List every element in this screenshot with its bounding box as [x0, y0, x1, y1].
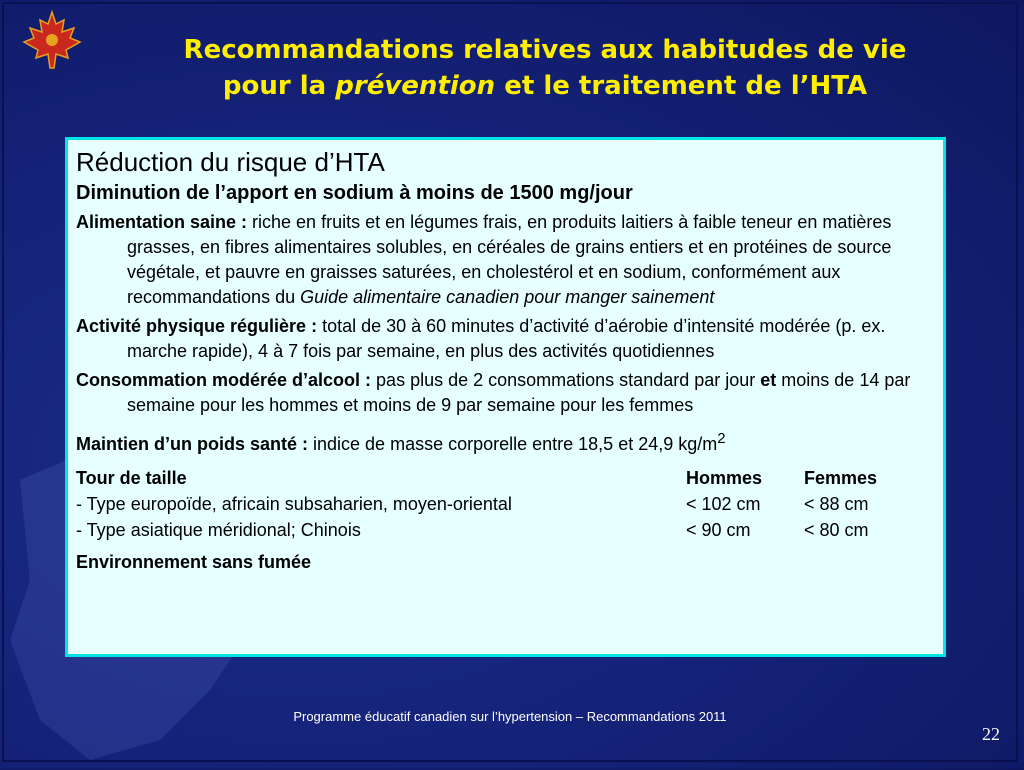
alcool-text1: pas plus de 2 consommations standard par jour: [376, 370, 761, 390]
table-row: [76, 491, 935, 517]
row-hommes: < 90 cm: [686, 520, 751, 540]
poids-label: Maintien d’un poids santé :: [76, 434, 314, 454]
alcool-text2: moins de 14 par semaine pour les hommes et moins de 9 par semaine pour les femmes: [127, 370, 911, 415]
page-number: 22: [982, 724, 1000, 744]
col-hommes-header: Hommes: [686, 468, 763, 488]
row-hommes: < 102 cm: [686, 494, 761, 514]
alcool-paragraph: [76, 368, 935, 418]
alimentation-text: riche en fruits et en légumes frais, en produits laitiers à faible teneur en matières grasses, en fibres alimentaires solubles, en céréales de grains entiers et en protéines de source végétale, et pauvre en graisses saturées, en cholestérol et en sodium, conformément aux recommandations du: [127, 212, 892, 307]
row-label: - Type europoïde, africain subsaharien, moyen-oriental: [76, 494, 512, 514]
content-subheading: Diminution de l’apport en sodium à moins de 1500 mg/jour: [76, 182, 633, 204]
environnement-line: Environnement sans fumée: [76, 552, 312, 572]
title-line2-italic: prévention: [335, 71, 496, 101]
col-femmes-header: Femmes: [804, 468, 878, 488]
alimentation-italic: Guide alimentaire canadien pour manger sainement: [300, 287, 715, 307]
slide-title: [100, 32, 990, 104]
table-header-row: [76, 465, 935, 491]
table-row: [76, 517, 935, 543]
activite-text: total de 30 à 60 minutes d’activité d’aérobie d’intensité modérée (p. ex. marche rapide), 4 à 7 fois par semaine, en plus des activités quotidiennes: [127, 316, 886, 361]
content-heading: Réduction du risque d’HTA: [76, 147, 385, 177]
poids-sup: 2: [717, 430, 726, 447]
title-line2-before: pour la: [222, 71, 336, 101]
alcool-et: et: [760, 370, 777, 390]
maple-leaf-logo-icon: [20, 8, 84, 72]
tour-de-taille-table: [76, 465, 935, 543]
content-box: [65, 137, 946, 657]
tour-de-taille-header: Tour de taille: [76, 468, 187, 488]
title-line2-after: et le traitement de l’HTA: [495, 71, 868, 101]
poids-text: indice de masse corporelle entre 18,5 et 24,9 kg/m: [313, 434, 718, 454]
row-label: - Type asiatique méridional; Chinois: [76, 520, 361, 540]
poids-paragraph: [76, 426, 935, 457]
title-line1: Recommandations relatives aux habitudes de vie: [183, 35, 907, 65]
footer-text: Programme éducatif canadien sur l’hypertension – Recommandations 2011: [293, 709, 727, 724]
row-femmes: < 80 cm: [804, 520, 869, 540]
activite-paragraph: [76, 314, 935, 364]
activite-label: Activité physique régulière :: [76, 316, 323, 336]
row-femmes: < 88 cm: [804, 494, 869, 514]
alcool-label: Consommation modérée d’alcool :: [76, 370, 377, 390]
alimentation-paragraph: [76, 210, 935, 310]
alimentation-label: Alimentation saine :: [76, 212, 253, 232]
